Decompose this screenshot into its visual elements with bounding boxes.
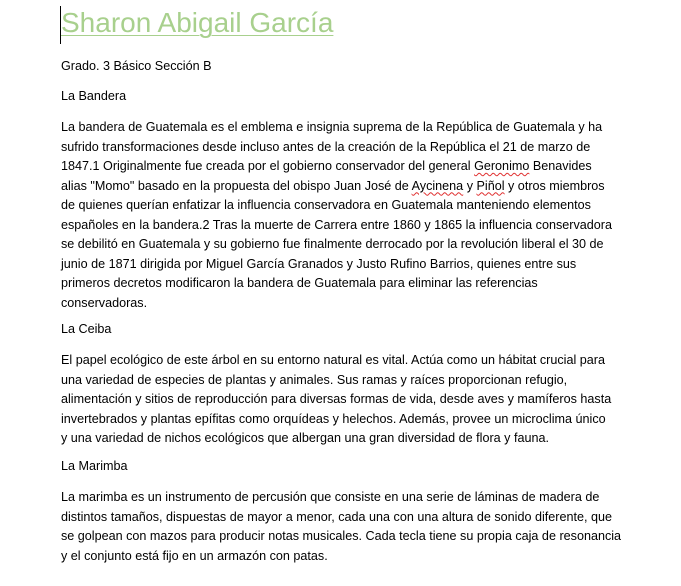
text-run: una variedad de especies de plantas y animales. Sus ramas y raíces proporcionan refugio,: [61, 372, 568, 387]
spellcheck-flagged-word: Aycinena: [411, 178, 464, 193]
text-run: 1847.1 Originalmente fue creada por el gobierno conservador del general: [61, 159, 475, 173]
spellcheck-flagged-word: Piñol: [476, 178, 505, 193]
paragraph-line[interactable]: [61, 410, 606, 430]
paragraph-line[interactable]: [61, 138, 590, 158]
text-run: Benavides: [529, 159, 592, 173]
paragraph-line[interactable]: [61, 216, 612, 236]
paragraph-line[interactable]: [61, 118, 602, 138]
text-run: El papel ecológico de este árbol en su entorno natural es vital. Actúa como un hábitat crucial para: [61, 353, 605, 367]
paragraph-line[interactable]: [61, 196, 591, 216]
paragraph-line[interactable]: [61, 274, 538, 294]
text-run: La marimba es un instrumento de percusión que consiste en una serie de láminas de madera de: [61, 490, 600, 504]
paragraph-line[interactable]: [61, 371, 567, 391]
text-run: La bandera de Guatemala es el emblema e insignia suprema de la República de Guatemala y ha: [61, 120, 603, 134]
section-heading[interactable]: La Marimba: [61, 459, 128, 473]
paragraph-line[interactable]: [61, 527, 621, 547]
paragraph-line[interactable]: [61, 508, 612, 528]
paragraph-line[interactable]: [61, 547, 328, 567]
text-run: y: [463, 178, 477, 193]
paragraph-line[interactable]: [61, 157, 592, 177]
paragraph-line[interactable]: [61, 429, 549, 449]
paragraph-line[interactable]: [61, 488, 599, 508]
text-run: españoles en la bandera.2 Tras la muerte de Carrera entre 1860 y 1865 la influencia conservadora: [61, 217, 612, 232]
paragraph-line[interactable]: [61, 351, 605, 371]
text-run: y una variedad de nichos ecológicos que albergan una gran diversidad de flora y fauna.: [61, 431, 549, 445]
text-run: se golpean con mazos para producir notas musicales. Cada tecla tiene su propia caja de resonancia: [61, 529, 622, 543]
text-run: sufrido transformaciones desde incluso antes de la creación de la República el 21 de marzo de: [61, 139, 591, 154]
paragraph-line[interactable]: [61, 235, 604, 255]
paragraph-line[interactable]: [61, 255, 576, 275]
paragraph-line[interactable]: [61, 294, 147, 314]
text-run: conservadoras.: [61, 295, 148, 310]
text-run: distintos tamaños, dispuestas de mayor a menor, cada una con una altura de sonido diferente, que: [61, 509, 612, 524]
spellcheck-flagged-word: Geronimo: [474, 159, 530, 173]
paragraph-line[interactable]: [61, 177, 605, 197]
text-run: alimentación y sitios de reproducción para diversas formas de vida, desde aves y mamíferos hasta: [61, 392, 612, 406]
grade-line[interactable]: Grado. 3 Básico Sección B: [61, 59, 212, 73]
text-run: alias "Momo" basado en la propuesta del obispo Juan José de: [61, 178, 412, 193]
text-run: se debilitó en Guatemala y su gobierno fue finalmente derrocado por la revolución liberal el 30 de: [61, 237, 604, 251]
section-heading[interactable]: La Bandera: [61, 89, 127, 103]
paragraph-line[interactable]: [61, 390, 611, 410]
text-run: y otros miembros: [504, 178, 605, 193]
section-heading[interactable]: La Ceiba: [61, 322, 112, 336]
document-title[interactable]: Sharon Abigail García: [61, 7, 334, 38]
text-run: primeros decretos modificaron la bandera de Guatemala para eliminar las referencias: [61, 276, 538, 290]
text-run: junio de 1871 dirigida por Miguel García Granados y Justo Rufino Barrios, quienes entre sus: [61, 256, 577, 271]
text-run: y el conjunto está fijo en un armazón con patas.: [61, 548, 328, 563]
text-run: invertebrados y plantas epífitas como orquídeas y helechos. Además, provee un microclima único: [61, 411, 606, 426]
text-run: de quienes querían enfatizar la influencia conservadora en Guatemala manteniendo elementos: [61, 198, 591, 212]
